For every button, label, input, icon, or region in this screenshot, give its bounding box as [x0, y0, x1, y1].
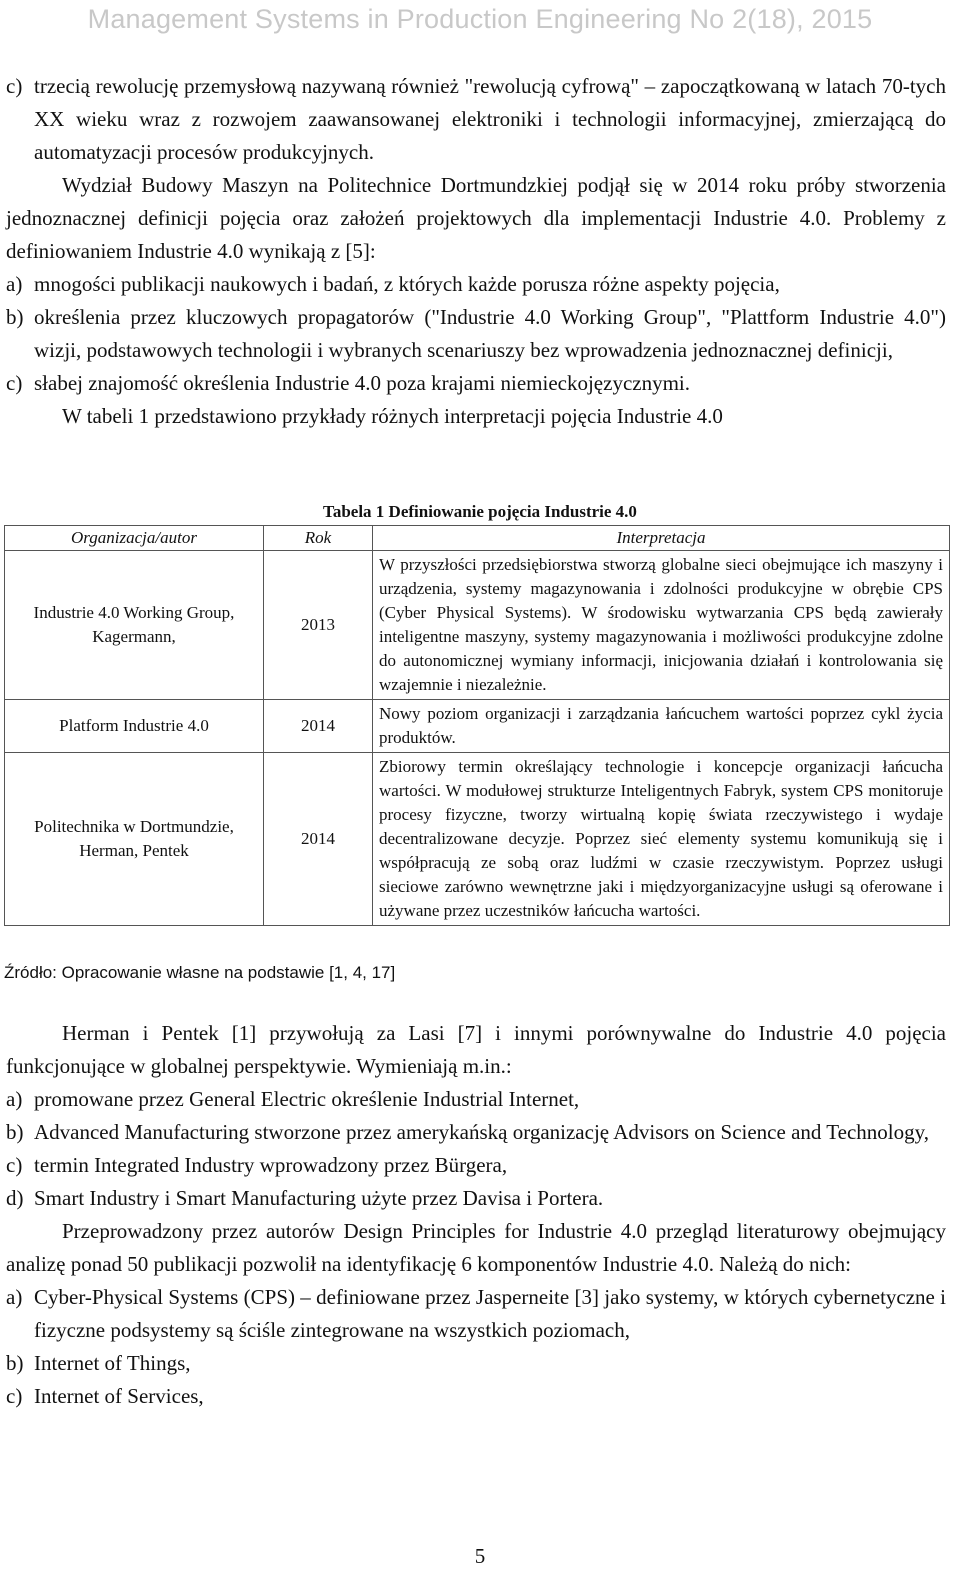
- cell-year: 2014: [264, 700, 373, 753]
- running-header: Management Systems in Production Engineering No 2(18), 2015: [87, 4, 873, 34]
- cell-year: 2013: [264, 551, 373, 700]
- cell-org: Politechnika w Dortmundzie, Herman, Pentek: [5, 753, 264, 926]
- list-label: b): [6, 1351, 24, 1375]
- list-item: [6, 70, 946, 169]
- list-label: a): [6, 1285, 23, 1309]
- list-item: [6, 1380, 946, 1413]
- table-row: [5, 753, 950, 926]
- list-label: d): [6, 1186, 24, 1210]
- list-item: [6, 301, 946, 367]
- list-text: promowane przez General Electric określenie Industrial Internet,: [34, 1087, 580, 1111]
- header-org: Organizacja/autor: [5, 526, 264, 551]
- list-label: c): [6, 371, 23, 395]
- cell-interp: W przyszłości przedsiębiorstwa stworzą globalne sieci obejmujące ich maszyny i urządzenia, systemy magazynowania i zdolności produkcyjne w obrębie CPS (Cyber Physical Systems). W środowisku wytwarzania CPS będą zawierały inteligentne maszyny, systemy magazynowania i możliwości produkcyjne zdolne do autonomicznej wymiany informacji, inicjowania działań i kontrolowania się wzajemnie i niezależnie.: [373, 551, 950, 700]
- list-label: c): [6, 1153, 23, 1177]
- table-source: Źródło: Opracowanie własne na podstawie [1, 4, 17]: [4, 963, 396, 982]
- paragraph-table-intro: W tabeli 1 przedstawiono przykłady różnych interpretacji pojęcia Industrie 4.0: [62, 404, 723, 428]
- list-label: b): [6, 305, 24, 329]
- paragraph-design-principles: Przeprowadzony przez autorów Design Principles for Industrie 4.0 przegląd literaturowy obejmujący analizę ponad 50 publikacji pozwolił na identyfikację 6 komponentów Industrie 4.0. Należą do nich:: [6, 1219, 946, 1276]
- list-text: określenia przez kluczowych propagatorów ("Industrie 4.0 Working Group", "Plattform Industrie 4.0") wizji, podstawowych technologii i wybranych scenariuszy bez wprowadzenia jednoznacznej definicji,: [34, 305, 946, 362]
- list-label: b): [6, 1120, 24, 1144]
- table-row: [5, 551, 950, 700]
- list-text: termin Integrated Industry wprowadzony przez Bürgera,: [34, 1153, 508, 1177]
- cell-interp: Nowy poziom organizacji i zarządzania łańcuchem wartości poprzez cykl życia produktów.: [373, 700, 950, 753]
- intro-section: [6, 70, 946, 433]
- list-item: [6, 1149, 946, 1182]
- list-item: [6, 1182, 946, 1215]
- list-label: a): [6, 272, 23, 296]
- page-number: 5: [474, 1544, 486, 1568]
- list-text: Smart Industry i Smart Manufacturing użyte przez Davisa i Portera.: [34, 1186, 604, 1210]
- paragraph-definition-attempt: Wydział Budowy Maszyn na Politechnice Dortmundzkiej podjął się w 2014 roku próby stworzenia jednoznacznej definicji pojęcia oraz założeń projektowych dla implementacji Industrie 4.0. Problemy z definiowaniem Industrie 4.0 wynikają z [5]:: [6, 173, 946, 263]
- list-text: Cyber-Physical Systems (CPS) – definiowane przez Jasperneite [3] jako systemy, w których cybernetyczne i fizyczne podsystemy są ściśle zintegrowane na wszystkich poziomach,: [34, 1285, 946, 1342]
- list-text: Internet of Services,: [34, 1384, 204, 1408]
- list-label: c): [6, 1384, 23, 1408]
- list-text: Advanced Manufacturing stworzone przez amerykańską organizację Advisors on Science and Technology,: [34, 1120, 929, 1144]
- list-text: słabej znajomość określenia Industrie 4.0 poza krajami niemieckojęzycznymi.: [34, 371, 691, 395]
- list-label: a): [6, 1087, 23, 1111]
- paragraph-comparable-concepts: Herman i Pentek [1] przywołują za Lasi [7] i innymi porównywalne do Industrie 4.0 pojęcia funkcjonujące w globalnej perspektywie. Wymieniają m.in.:: [6, 1021, 946, 1078]
- list-item: [6, 1116, 946, 1149]
- cell-org: Platform Industrie 4.0: [5, 700, 264, 753]
- cell-year: 2014: [264, 753, 373, 926]
- table-row: [5, 700, 950, 753]
- cell-interp: Zbiorowy termin określający technologie i koncepcje organizacji łańcucha wartości. W modułowej strukturze Inteligentnych Fabryk, system CPS monitoruje procesy fizyczne, tworzy wirtualną kopię świata rzeczywistego i wydaje decentralizowane decyzje. Poprzez sieć elementy systemu komunikują się i współpracują ze sobą oraz ludźmi w czasie rzeczywistym. Poprzez usługi sieciowe zarówno wewnętrzne jaki i międzyorganizacyjne usługi są oferowane i używane przez uczestników łańcucha wartości.: [373, 753, 950, 926]
- cell-org: Industrie 4.0 Working Group, Kagermann,: [5, 551, 264, 700]
- list-label: c): [6, 74, 23, 98]
- definition-table: [4, 525, 950, 926]
- header-year: Rok: [264, 526, 373, 551]
- list-item: [6, 1347, 946, 1380]
- list-text: Internet of Things,: [34, 1351, 191, 1375]
- list-item: [6, 268, 946, 301]
- table-header-row: [5, 526, 950, 551]
- list-item: [6, 1083, 946, 1116]
- list-item: [6, 367, 946, 400]
- list-item: [6, 1281, 946, 1347]
- list-text: mnogości publikacji naukowych i badań, z których każde porusza różne aspekty pojęcia,: [34, 272, 780, 296]
- closing-section: [6, 1017, 946, 1413]
- table-caption: Tabela 1 Definiowanie pojęcia Industrie 4.0: [323, 502, 637, 521]
- header-interp: Interpretacja: [373, 526, 950, 551]
- list-text: trzecią rewolucję przemysłową nazywaną również "rewolucją cyfrową" – zapoczątkowaną w latach 70-tych XX wieku wraz z rozwojem zaawansowanej elektroniki i technologii informacyjnej, zmierzającą do automatyzacji procesów produkcyjnych.: [34, 74, 946, 164]
